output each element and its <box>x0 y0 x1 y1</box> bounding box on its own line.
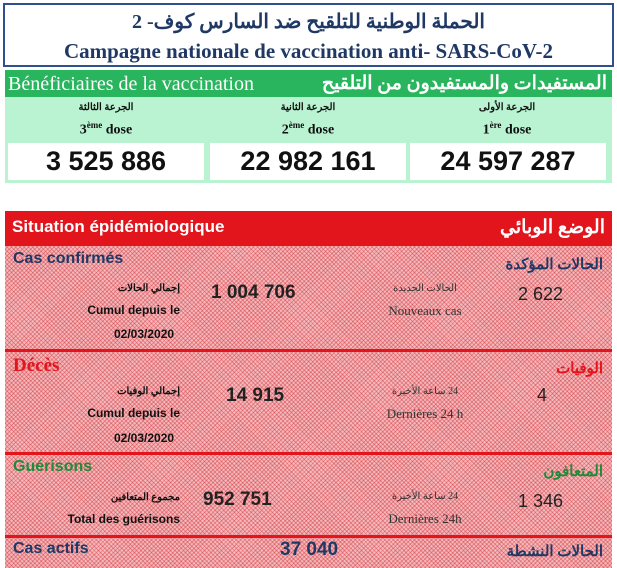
beneficiaries-title-ar: المستفيدات والمستفيدون من التلقيح <box>321 73 607 94</box>
deaths-cumul-value: 14 915 <box>226 385 285 406</box>
campaign-header <box>3 3 614 67</box>
recoveries-new-value: 1 346 <box>518 491 564 511</box>
dose-1-label-fr: 1ère dose <box>482 120 532 138</box>
beneficiaries-title-fr: Bénéficiaires de la vaccination <box>8 73 254 95</box>
recoveries-title-ar: المتعافون <box>543 464 603 480</box>
deaths-title-ar: الوفيات <box>556 361 603 377</box>
epidemiology-title-fr: Situation épidémiologique <box>12 217 225 236</box>
confirmed-cumul-value: 1 004 706 <box>211 282 296 303</box>
deaths-cumul-label-fr: Cumul depuis le <box>87 406 180 420</box>
deaths-cumul-date: 02/03/2020 <box>114 431 175 445</box>
confirmed-title-fr: Cas confirmés <box>13 250 124 267</box>
confirmed-cumul-label-ar: إجمالي الحالات <box>117 283 180 294</box>
deaths-title-fr: Décès <box>13 355 60 376</box>
confirmed-cumul-label-fr: Cumul depuis le <box>87 303 180 317</box>
campaign-title-fr: Campagne nationale de vaccination anti- SARS-CoV-2 <box>63 39 554 63</box>
active-value: 37 040 <box>280 539 339 560</box>
dose-2-label-fr: 2ème dose <box>281 120 335 138</box>
deaths-new-label-ar: 24 ساعة الأخيرة <box>391 386 459 397</box>
deaths-new-value: 4 <box>537 385 548 405</box>
confirmed-title-ar: الحالات المؤكدة <box>505 257 603 273</box>
confirmed-cumul-date: 02/03/2020 <box>114 327 175 341</box>
epidemiology-title-ar: الوضع الوبائي <box>500 217 605 238</box>
confirmed-new-value: 2 622 <box>518 284 564 304</box>
section-divider <box>5 349 612 352</box>
deaths-cumul-label-ar: إجمالي الوفيات <box>117 386 180 397</box>
dose-3-label-ar: الجرعة الثالثة <box>78 102 134 113</box>
recoveries-cumul-value: 952 751 <box>203 489 272 510</box>
dose-3-label-fr: 3ème dose <box>79 120 133 138</box>
dose-2-label-ar: الجرعة الثانية <box>280 102 336 113</box>
dose-2-value: 22 982 161 <box>210 143 406 180</box>
recoveries-new-label-fr: Dernières 24h <box>388 511 462 526</box>
confirmed-new-label-fr: Nouveaux cas <box>388 303 462 318</box>
recoveries-new-label-ar: 24 ساعة الأخيرة <box>391 491 459 502</box>
dose-3-value: 3 525 886 <box>8 143 204 180</box>
campaign-title-ar: الحملة الوطنية للتلقيح ضد السارس كوف- 2 <box>132 11 485 33</box>
confirmed-new-label-ar: الحالات الجديدة <box>393 283 457 294</box>
recoveries-cumul-label-ar: مجموع المتعافين <box>110 492 180 503</box>
dose-1-value: 24 597 287 <box>410 143 606 180</box>
dose-1-label-ar: الجرعة الأولى <box>478 102 536 113</box>
recoveries-title-fr: Guérisons <box>13 458 93 475</box>
active-title-fr: Cas actifs <box>13 540 89 557</box>
section-divider <box>5 535 612 538</box>
deaths-new-label-fr: Dernières 24 h <box>386 406 464 421</box>
active-title-ar: الحالات النشطة <box>506 544 603 560</box>
section-divider <box>5 452 612 455</box>
recoveries-cumul-label-fr: Total des guérisons <box>67 512 180 526</box>
